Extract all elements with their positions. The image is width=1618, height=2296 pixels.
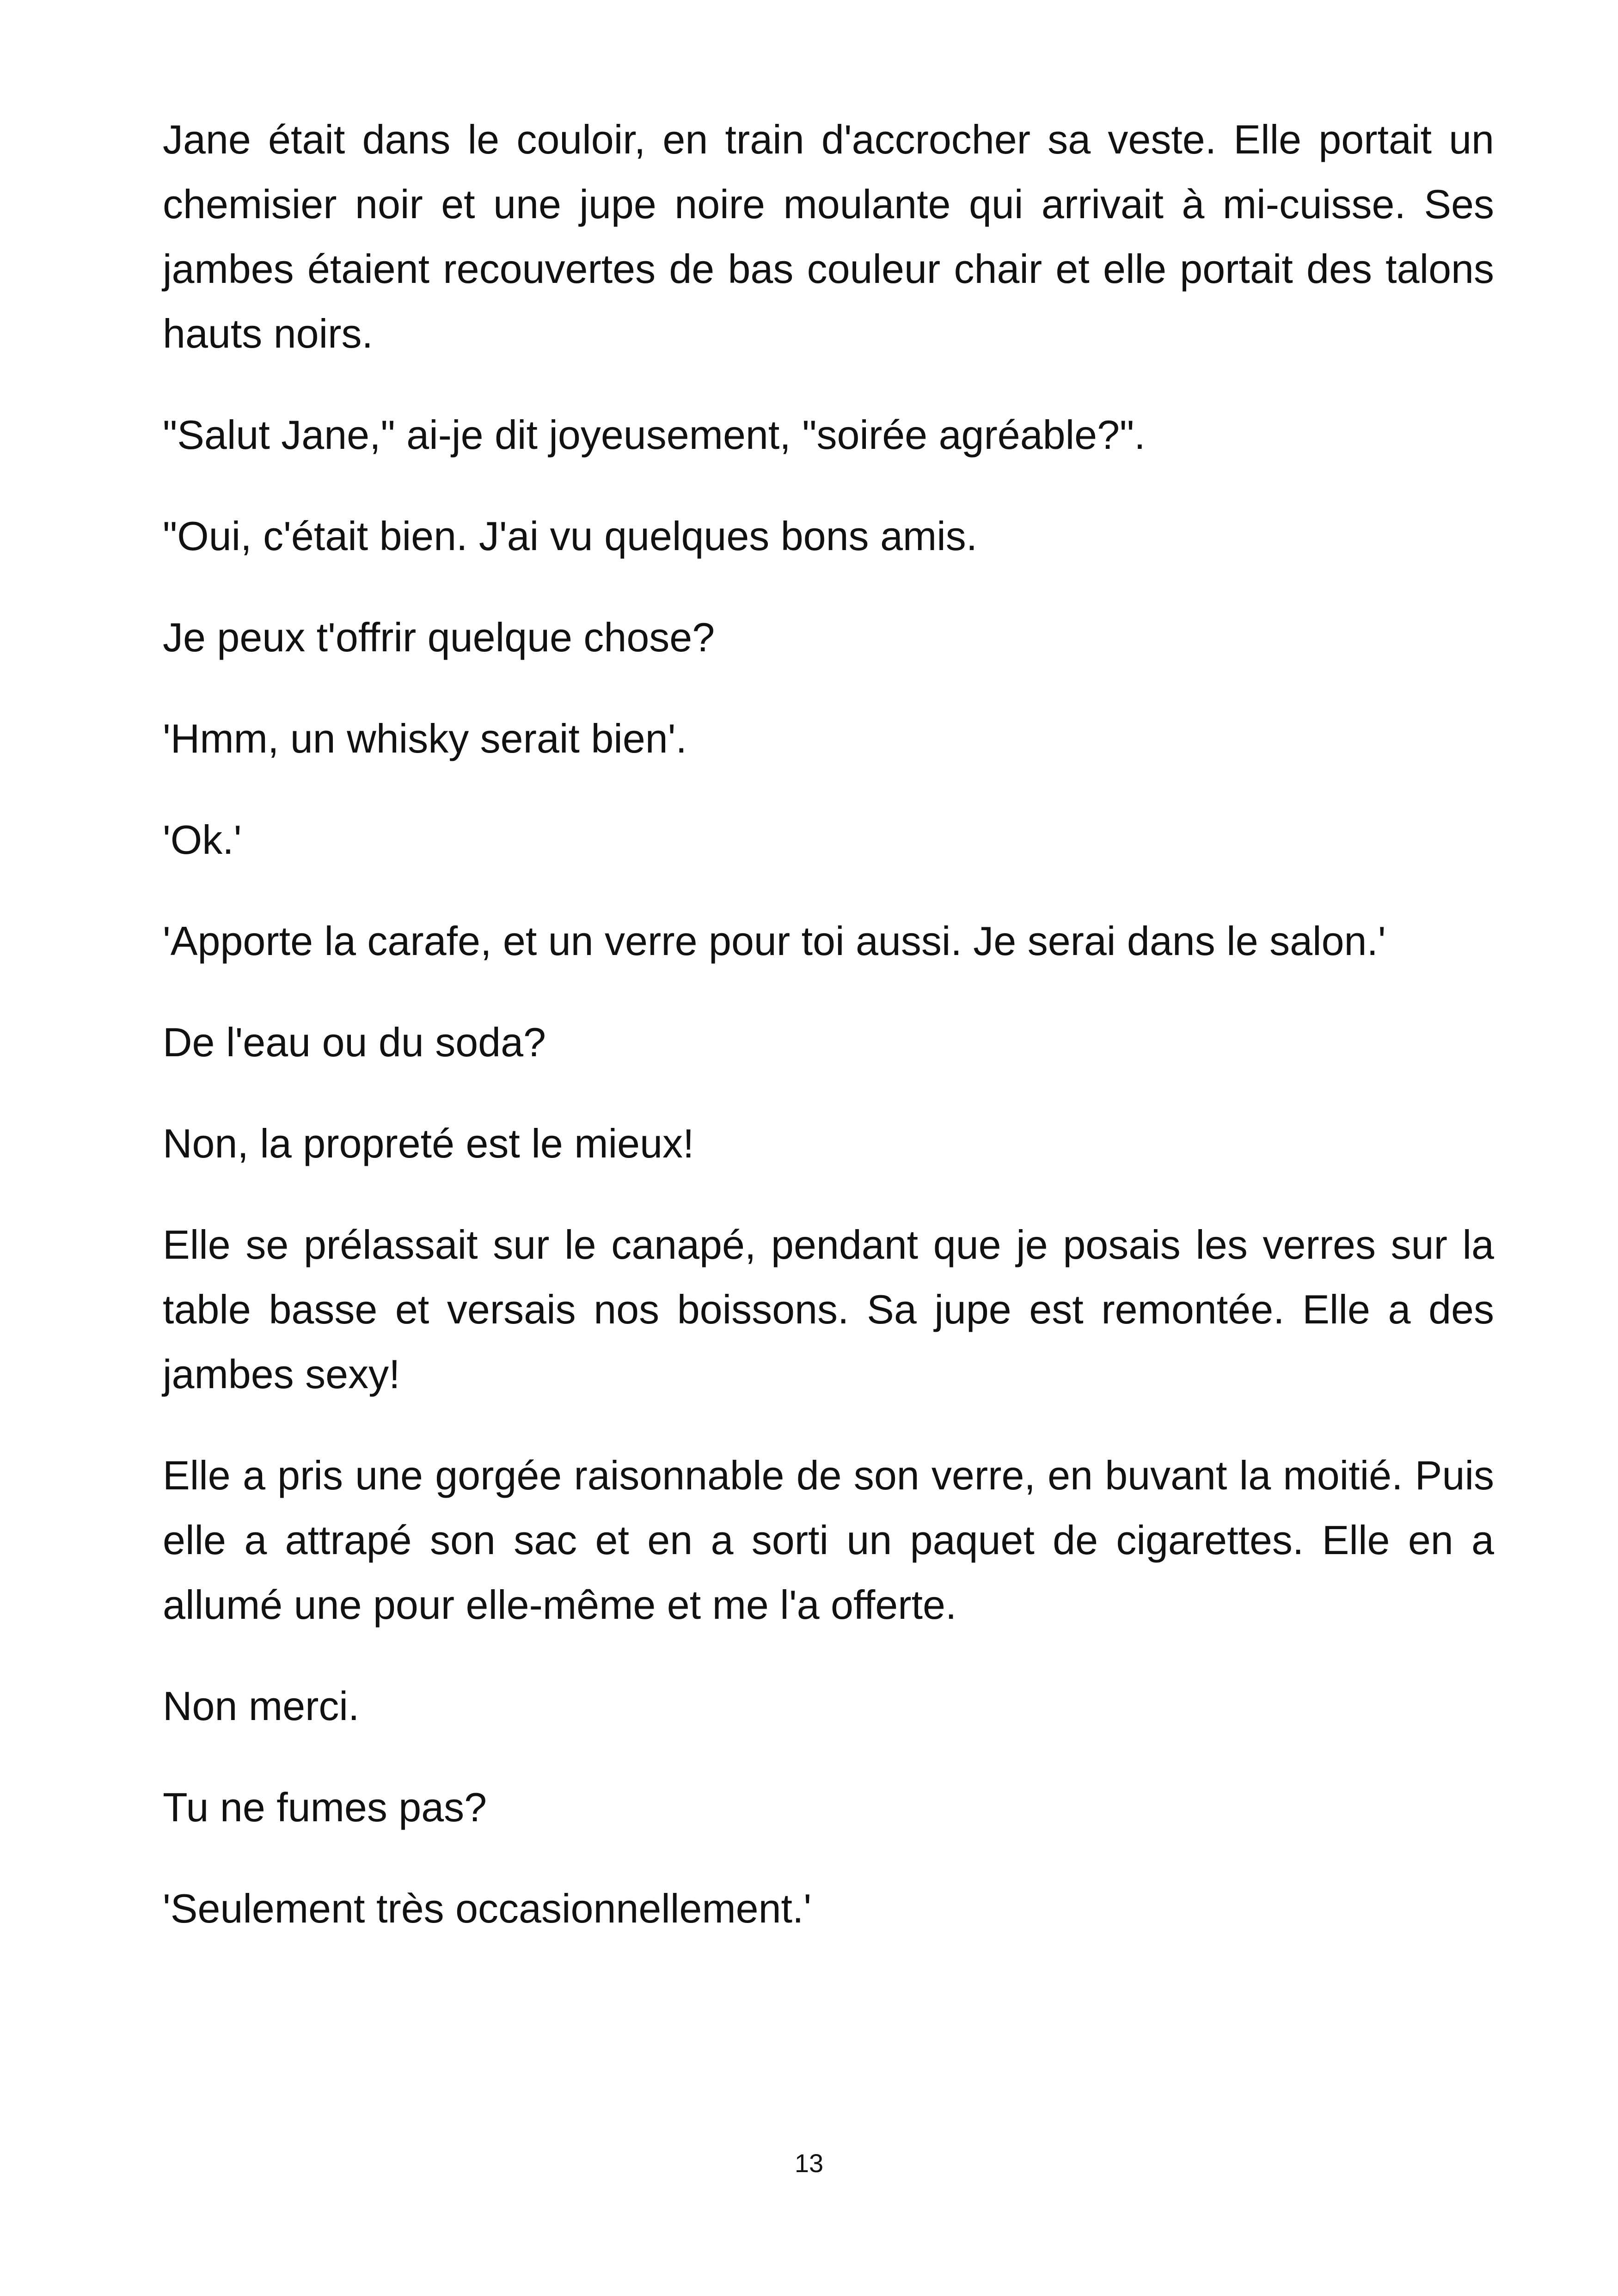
paragraph-9: Non, la propreté est le mieux! [163,1120,694,1166]
paragraph-11: Elle a pris une gorgée raisonnable de son verre, en buvant la moitié. Puis elle a attrapé son sac et en a sorti un paquet de cigarettes. Elle en a allumé une pour elle-même et me l'a offerte. [163,1452,1494,1628]
paragraph-8: De l'eau ou du soda? [163,1019,546,1065]
paragraph-5: 'Hmm, un whisky serait bien'. [163,716,687,761]
paragraph-6: 'Ok.' [163,817,242,863]
body-text [163,107,1494,1978]
paragraph-4: Je peux t'offrir quelque chose? [163,614,715,660]
paragraph-3: "Oui, c'était bien. J'ai vu quelques bons amis. [163,513,978,559]
page-number: 13 [794,2149,824,2178]
paragraph-2: "Salut Jane," ai-je dit joyeusement, "soirée agréable?". [163,412,1146,458]
paragraph-7: 'Apporte la carafe, et un verre pour toi aussi. Je serai dans le salon.' [163,918,1386,964]
paragraph-14: 'Seulement très occasionnellement.' [163,1886,812,1931]
paragraph-1: Jane était dans le couloir, en train d'accrocher sa veste. Elle portait un chemisier noir et une jupe noire moulante qui arrivait à mi-cuisse. Ses jambes étaient recouvertes de bas couleur chair et elle portait des talons hauts noirs. [163,116,1494,356]
paragraph-13: Tu ne fumes pas? [163,1784,487,1830]
paragraph-12: Non merci. [163,1683,360,1729]
paragraph-10: Elle se prélassait sur le canapé, pendant que je posais les verres sur la table basse et versais nos boissons. Sa jupe est remontée. Elle a des jambes sexy! [163,1222,1494,1397]
